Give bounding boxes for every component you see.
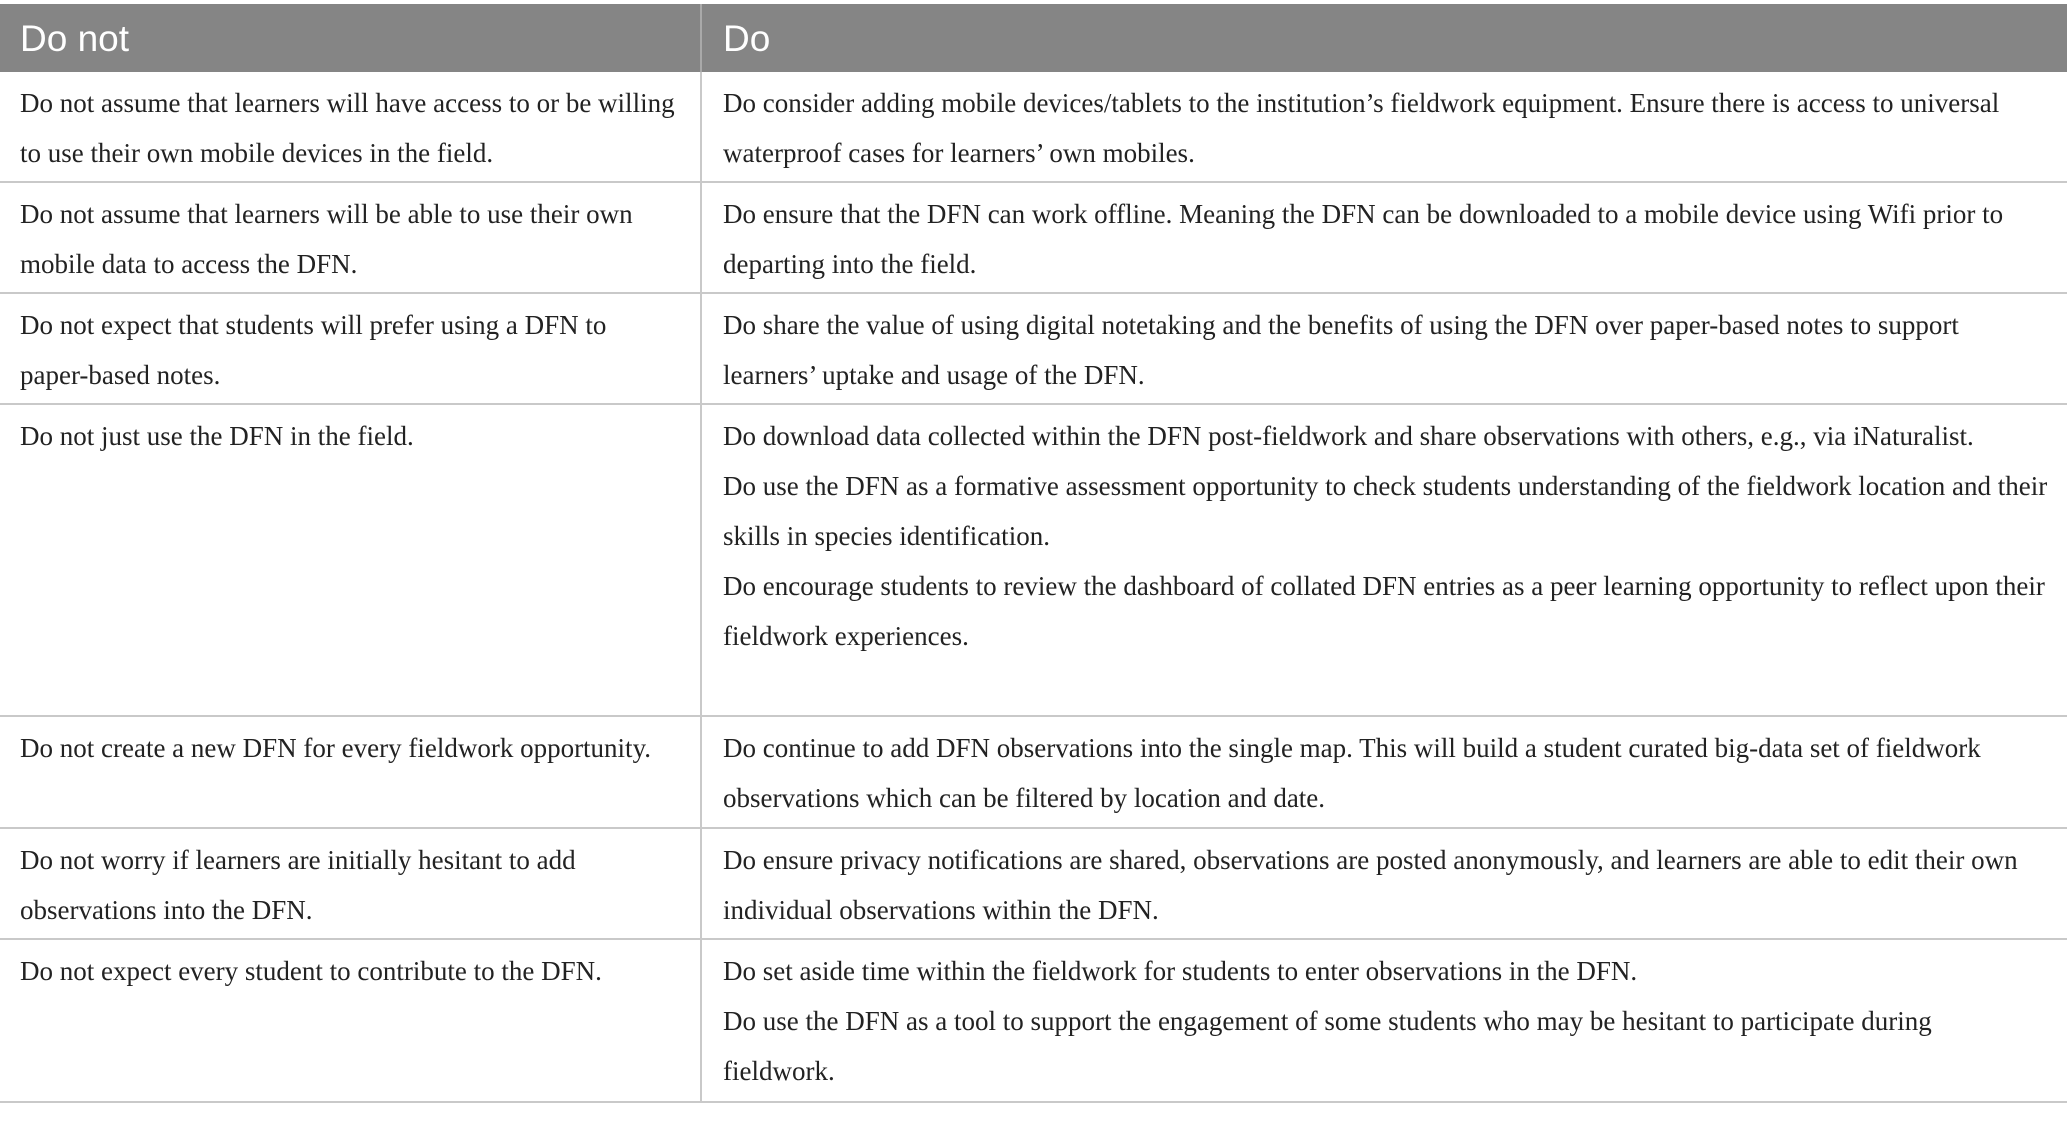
do-item: Do use the DFN as a tool to support the engagement of some students who may be hesitant to participate during fieldwork. xyxy=(723,1006,1932,1086)
do-item: Do share the value of using digital notetaking and the benefits of using the DFN over paper-based notes to support learners’ uptake and usage of the DFN. xyxy=(723,310,1959,390)
do-item: Do continue to add DFN observations into the single map. This will build a student curated big-data set of fieldwork observations which can be filtered by location and date. xyxy=(723,733,1981,813)
table-header xyxy=(0,4,2067,72)
do-cell xyxy=(702,940,2067,1101)
do-cell xyxy=(702,405,2067,715)
do-not-cell: Do not assume that learners will have access to or be willing to use their own mobile devices in the field. xyxy=(0,72,702,181)
do-not-cell: Do not expect that students will prefer using a DFN to paper-based notes. xyxy=(0,294,702,403)
do-dont-table xyxy=(0,4,2067,1103)
do-cell xyxy=(702,72,2067,181)
do-cell xyxy=(702,717,2067,827)
header-do-not: Do not xyxy=(0,4,702,72)
table-row xyxy=(0,829,2067,940)
do-item: Do encourage students to review the dashboard of collated DFN entries as a peer learning opportunity to reflect upon their fieldwork experiences. xyxy=(723,571,2045,651)
table-row xyxy=(0,183,2067,294)
do-not-cell: Do not just use the DFN in the field. xyxy=(0,405,702,715)
table-row xyxy=(0,294,2067,405)
do-not-cell: Do not assume that learners will be able to use their own mobile data to access the DFN. xyxy=(0,183,702,292)
do-item: Do set aside time within the fieldwork for students to enter observations in the DFN. xyxy=(723,956,1638,986)
table-row xyxy=(0,717,2067,829)
do-not-cell: Do not worry if learners are initially hesitant to add observations into the DFN. xyxy=(0,829,702,938)
do-cell xyxy=(702,183,2067,292)
do-not-cell: Do not create a new DFN for every fieldwork opportunity. xyxy=(0,717,702,827)
do-cell xyxy=(702,294,2067,403)
do-item: Do use the DFN as a formative assessment opportunity to check students understanding of the fieldwork location and their skills in species identification. xyxy=(723,471,2048,551)
table-row xyxy=(0,72,2067,183)
do-item: Do consider adding mobile devices/tablets to the institution’s fieldwork equipment. Ensure there is access to universal waterproof cases for learners’ own mobiles. xyxy=(723,88,2000,168)
do-item: Do ensure that the DFN can work offline. Meaning the DFN can be downloaded to a mobile device using Wifi prior to departing into the field. xyxy=(723,199,2004,279)
do-not-cell: Do not expect every student to contribute to the DFN. xyxy=(0,940,702,1101)
table-row xyxy=(0,940,2067,1103)
do-item: Do download data collected within the DFN post-fieldwork and share observations with others, e.g., via iNaturalist. xyxy=(723,421,1974,451)
do-item: Do ensure privacy notifications are shared, observations are posted anonymously, and learners are able to edit their own individual observations within the DFN. xyxy=(723,845,2018,925)
table-row xyxy=(0,405,2067,717)
do-cell xyxy=(702,829,2067,938)
header-do: Do xyxy=(723,18,771,59)
